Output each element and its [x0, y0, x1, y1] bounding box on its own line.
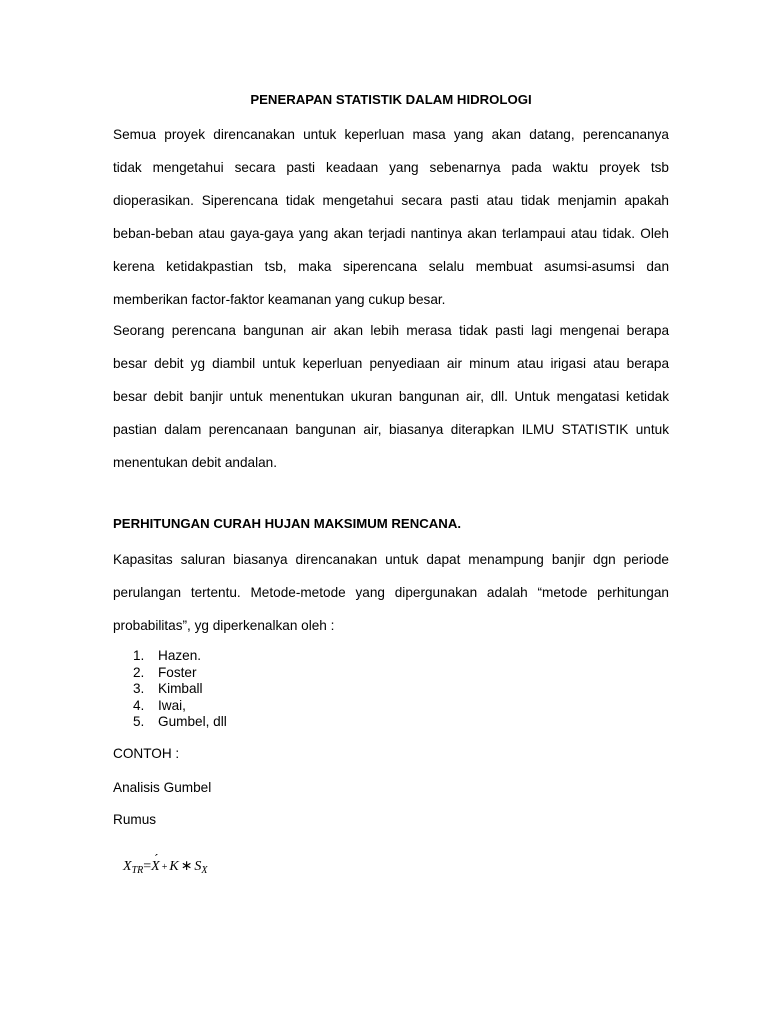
formula-k: K [169, 859, 179, 874]
formula-plus: + [161, 862, 168, 873]
paragraph-line: pastian dalam perencanaan bangunan air, biasanya diterapkan ILMU STATISTIK untuk [113, 422, 669, 437]
paragraph-line: dioperasikan. Siperencana tidak mengetahui secara pasti atau tidak menjamin apakah [113, 193, 669, 208]
paragraph-line: Semua proyek direncanakan untuk keperluan masa yang akan datang, perencananya [113, 127, 669, 142]
paragraph-line: besar debit yg diambil untuk keperluan penyediaan air minum atau irigasi atau berapa [113, 356, 669, 371]
list-number: 2. [133, 664, 145, 680]
formula-subscript-tr: TR [131, 865, 144, 876]
gumbel-formula [123, 858, 208, 876]
paragraph-line: menentukan debit andalan. [113, 455, 278, 470]
document-title: PENERAPAN STATISTIK DALAM HIDROLOGI [250, 92, 532, 107]
paragraph-capacity [113, 543, 669, 642]
list-text: Kimball [158, 681, 203, 696]
paragraph-designer [113, 314, 669, 479]
list-number: 5. [133, 714, 145, 729]
list-text: Hazen. [158, 648, 202, 663]
paragraph-line: memberikan factor-faktor keamanan yang cukup besar. [113, 292, 446, 307]
formula-subscript-x: X [201, 865, 208, 876]
list-item [133, 681, 227, 698]
list-number: 1. [133, 648, 145, 663]
method-list [133, 648, 227, 731]
paragraph-line: kerena ketidakpastian tsb, maka siperencana selalu membuat asumsi-asumsi dan [113, 259, 669, 274]
list-text: Gumbel, dll [158, 714, 227, 729]
list-text: Iwai, [158, 697, 186, 713]
paragraph-line: besar debit banjir untuk menentukan ukuran bangunan air, dll. Untuk mengatasi ketidak [113, 389, 669, 404]
list-item [133, 714, 227, 731]
formula-times: ∗ [180, 859, 193, 874]
example-label: CONTOH : [113, 746, 180, 761]
formula-label: Rumus [113, 812, 157, 827]
list-text: Foster [158, 664, 197, 680]
paragraph-line: Seorang perencana bangunan air akan lebih merasa tidak pasti lagi mengenai berapa [113, 323, 669, 338]
list-number: 4. [133, 697, 145, 713]
formula-s: S [194, 859, 202, 874]
formula-xbar: ´ X [151, 859, 160, 875]
paragraph-line: Kapasitas saluran biasanya direncanakan untuk dapat menampung banjir dgn periode [113, 552, 669, 567]
analysis-label: Analisis Gumbel [113, 780, 212, 795]
paragraph-line: perulangan tertentu. Metode-metode yang dipergunakan adalah “metode perhitungan [113, 585, 669, 600]
paragraph-line: beban-beban atau gaya-gaya yang akan terjadi nantinya akan terlampaui atau tidak. Oleh [113, 226, 669, 241]
paragraph-line: probabilitas”, yg diperkenalkan oleh : [113, 618, 335, 633]
formula-equals: = [143, 859, 152, 874]
list-item [133, 665, 227, 682]
list-number: 3. [133, 681, 145, 696]
list-item [133, 648, 227, 665]
formula-x: X [123, 859, 132, 874]
paragraph-intro [113, 118, 669, 316]
section-heading: PERHITUNGAN CURAH HUJAN MAKSIMUM RENCANA. [113, 516, 462, 531]
paragraph-line: tidak mengetahui secara pasti keadaan yang sebenarnya pada waktu proyek tsb [113, 160, 669, 175]
list-item [133, 698, 227, 715]
